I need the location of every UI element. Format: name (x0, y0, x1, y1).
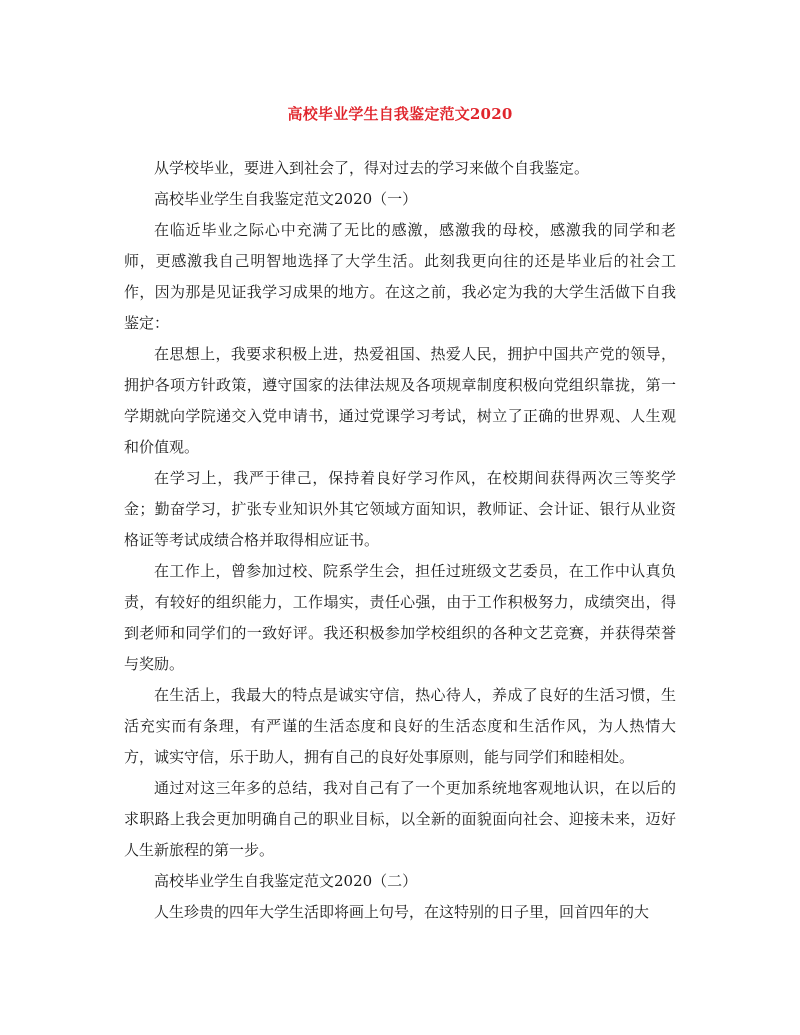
document-title: 高校毕业学生自我鉴定范文2020 (287, 105, 513, 123)
document-body (124, 153, 676, 928)
paragraph-opening: 在临近毕业之际心中充满了无比的感激，感激我的母校，感激我的同学和老师，更感激我自己明智地选择了大学生活。此刻我更向往的还是毕业后的社会工作，因为那是见证我学习成果的地方。在这之前，我必定为我的大学生活做下自我鉴定： (124, 221, 676, 332)
paragraph-ideology: 在思想上，我要求积极上进，热爱祖国、热爱人民，拥护中国共产党的领导，拥护各项方针政策，遵守国家的法律法规及各项规章制度积极向党组织靠拢，第一学期就向学院递交入党申请书，通过党课学习考试，树立了正确的世界观、人生观和价值观。 (124, 345, 676, 456)
paragraph-section-two-start: 人生珍贵的四年大学生活即将画上句号，在这特别的日子里，回首四年的大 (154, 903, 650, 921)
section-heading-one: 高校毕业学生自我鉴定范文2020（一） (154, 190, 418, 208)
paragraph-life: 在生活上，我最大的特点是诚实守信，热心待人，养成了良好的生活习惯，生活充实而有条理，有严谨的生活态度和良好的生活态度和生活作风，为人热情大方，诚实守信，乐于助人，拥有自己的良好处事原则，能与同学们和睦相处。 (124, 686, 676, 766)
paragraph-work: 在工作上，曾参加过校、院系学生会，担任过班级文艺委员，在工作中认真负责，有较好的组织能力，工作塌实，责任心强，由于工作积极努力，成绩突出，得到老师和同学们的一致好评。我还积极参加学校组织的各种文艺竞赛，并获得荣誉与奖励。 (124, 562, 676, 673)
intro-paragraph: 从学校毕业，要进入到社会了，得对过去的学习来做个自我鉴定。 (154, 159, 590, 177)
section-heading-two: 高校毕业学生自我鉴定范文2020（二） (154, 872, 418, 890)
paragraph-summary: 通过对这三年多的总结，我对自己有了一个更加系统地客观地认识，在以后的求职路上我会更加明确自己的职业目标，以全新的面貌面向社会、迎接未来，迈好人生新旅程的第一步。 (124, 779, 676, 859)
paragraph-study: 在学习上，我严于律己，保持着良好学习作风，在校期间获得两次三等奖学金；勤奋学习，扩张专业知识外其它领域方面知识，教师证、会计证、银行从业资格证等考试成绩合格并取得相应证书。 (124, 469, 676, 549)
